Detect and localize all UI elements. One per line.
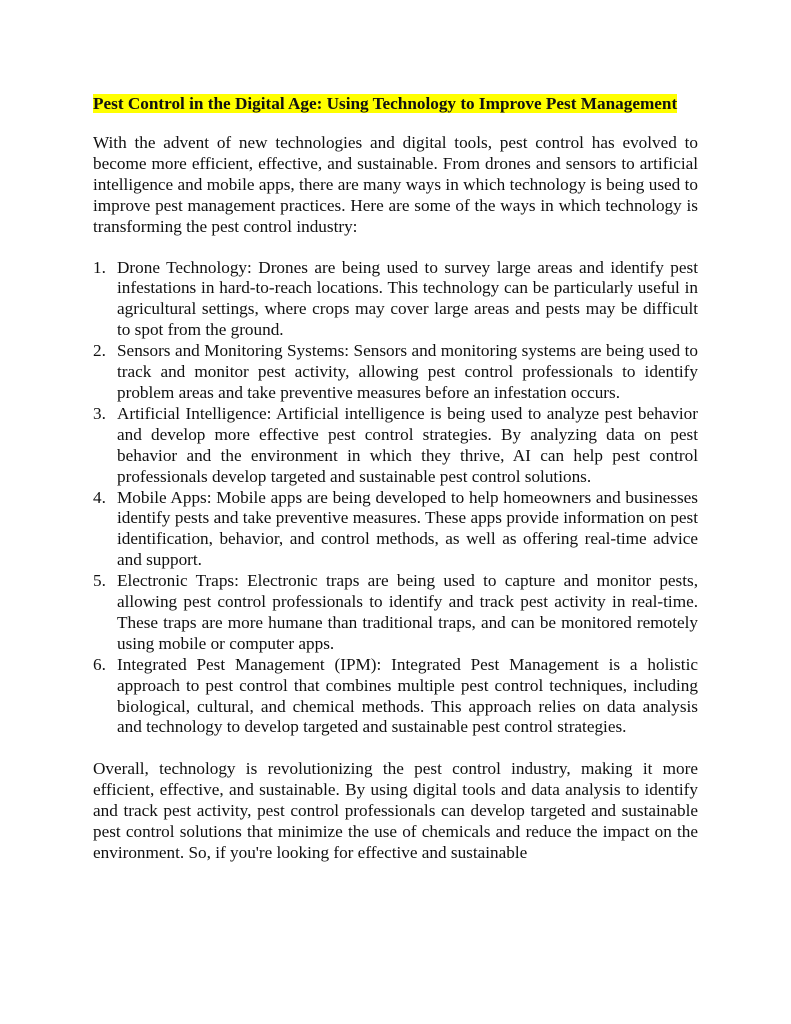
title-highlight: Pest Control in the Digital Age: Using Technology to Improve Pest Management: [93, 94, 678, 113]
intro-paragraph: With the advent of new technologies and digital tools, pest control has evolved to become more efficient, effective, and sustainable. From drones and sensors to artificial intelligence and mobile apps, there are many ways in which technology is being used to improve pest management practices. Here are some of the ways in which technology is transforming the pest control industry:: [93, 133, 698, 236]
list-item-number: 1.: [93, 257, 106, 277]
list-item-number: 2.: [93, 341, 106, 361]
list-item-text: Drone Technology: Drones are being used to survey large areas and identify pest infestations in hard-to-reach locations. This technology can be particularly useful in agricultural settings, where crops may cover large areas and pests may be difficult to spot from the ground.: [117, 257, 698, 340]
list-item-text: Mobile Apps: Mobile apps are being developed to help homeowners and businesses identify pests and take preventive measures. These apps provide information on pest identification, behavior, and control methods, as well as offering real-time advice and support.: [117, 487, 698, 570]
list-item-number: 3.: [93, 403, 106, 423]
list-item-text: Artificial Intelligence: Artificial intelligence is being used to analyze pest behavior and develop more effective pest control strategies. By analyzing data on pest behavior and the environment in which they thrive, AI can help pest control professionals develop targeted and sustainable pest control solutions.: [117, 403, 698, 486]
list-item: [93, 655, 698, 739]
list-item-text: Electronic Traps: Electronic traps are being used to capture and monitor pests, allowing pest control professionals to identify and track pest activity in real-time. These traps are more humane than traditional traps, and can be monitored remotely using mobile or computer apps.: [117, 571, 698, 653]
list-item-number: 6.: [93, 654, 106, 674]
list-item: [93, 571, 698, 655]
list-item-number: 4.: [93, 487, 106, 507]
conclusion-paragraph: Overall, technology is revolutionizing the pest control industry, making it more efficient, effective, and sustainable. By using digital tools and data analysis to identify and track pest activity, pest control professionals can develop targeted and sustainable pest control solutions that minimize the use of chemicals and reduce the impact on the environment. So, if you're looking for effective and sustainable: [93, 759, 698, 862]
technology-list: [93, 258, 698, 739]
list-item: [93, 488, 698, 572]
list-item: [93, 404, 698, 488]
document-page: [93, 93, 698, 864]
list-item-text: Sensors and Monitoring Systems: Sensors and monitoring systems are being used to track and monitor pest activity, allowing pest control professionals to identify problem areas and take preventive measures before an infestation occurs.: [117, 341, 698, 402]
list-item-number: 5.: [93, 571, 106, 591]
list-item-text: Integrated Pest Management (IPM): Integrated Pest Management is a holistic approach to pest control that combines multiple pest control techniques, including biological, cultural, and chemical methods. This approach relies on data analysis and technology to develop targeted and sustainable pest control strategies.: [117, 654, 698, 737]
document-title: [93, 93, 698, 114]
list-item: [93, 258, 698, 342]
list-item: [93, 341, 698, 404]
